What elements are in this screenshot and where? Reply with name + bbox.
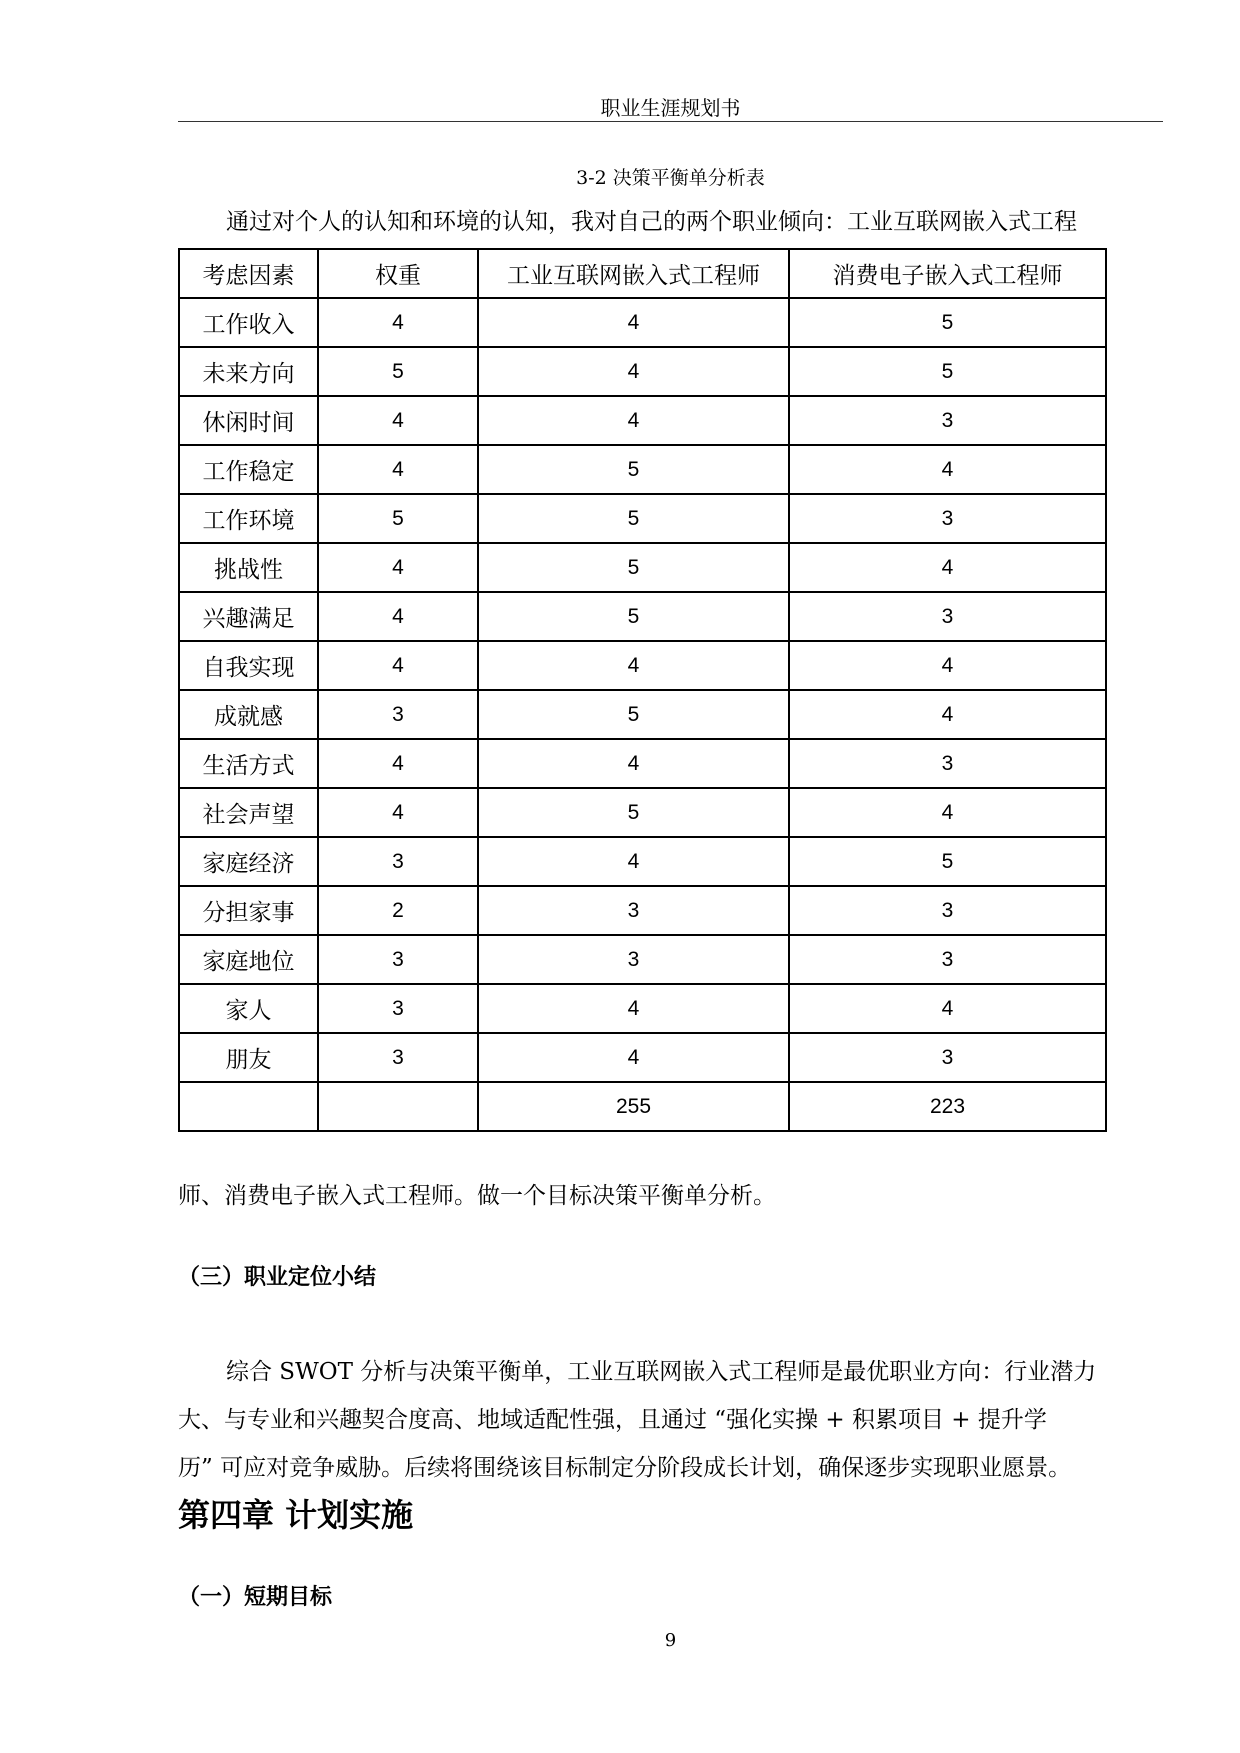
- table-cell: 3: [318, 1033, 478, 1082]
- table-cell: 4: [478, 984, 789, 1033]
- table-row: [179, 788, 1106, 837]
- table-row: [179, 739, 1106, 788]
- table-cell: 5: [789, 837, 1106, 886]
- table-cell: 2: [318, 886, 478, 935]
- table-cell: 5: [478, 445, 789, 494]
- decision-balance-table: [178, 248, 1107, 1132]
- table-row: [179, 347, 1106, 396]
- table-cell: 生活方式: [179, 739, 318, 788]
- chapter-heading: 第四章 计划实施: [178, 1496, 414, 1534]
- intro-line-1: 通过对个人的认知和环境的认知，我对自己的两个职业倾向：工业互联网嵌入式工程: [226, 209, 1077, 235]
- table-cell: 4: [789, 690, 1106, 739]
- table-row: [179, 1082, 1106, 1131]
- table-cell: 3: [478, 935, 789, 984]
- table-cell: 5: [478, 788, 789, 837]
- table-row: [179, 494, 1106, 543]
- table-cell: 休闲时间: [179, 396, 318, 445]
- table-cell: 4: [318, 396, 478, 445]
- table-cell: [179, 1082, 318, 1131]
- table-cell: 工作稳定: [179, 445, 318, 494]
- table-row: [179, 837, 1106, 886]
- table-cell: 3: [789, 886, 1106, 935]
- table-cell: 工作收入: [179, 298, 318, 347]
- table-cell: 4: [318, 788, 478, 837]
- table-cell: 3: [318, 690, 478, 739]
- table-cell: 兴趣满足: [179, 592, 318, 641]
- table-cell: 挑战性: [179, 543, 318, 592]
- table-cell: 社会声望: [179, 788, 318, 837]
- table-cell: 4: [478, 396, 789, 445]
- section-heading-career-summary: （三）职业定位小结: [178, 1265, 377, 1290]
- table-cell: 4: [318, 543, 478, 592]
- table-cell: 3: [789, 396, 1106, 445]
- table-row: [179, 935, 1106, 984]
- table-cell: 4: [789, 788, 1106, 837]
- table-cell: 4: [478, 298, 789, 347]
- table-cell: 4: [318, 592, 478, 641]
- table-cell: 255: [478, 1082, 789, 1131]
- table-cell: 3: [318, 935, 478, 984]
- table-row: [179, 298, 1106, 347]
- column-header: 考虑因素: [179, 249, 318, 298]
- table-cell: 未来方向: [179, 347, 318, 396]
- table-cell: 5: [478, 494, 789, 543]
- table-row: [179, 984, 1106, 1033]
- table-cell: 4: [478, 641, 789, 690]
- summary-line: 历” 可应对竞争威胁。后续将围绕该目标制定分阶段成长计划，确保逐步实现职业愿景。: [178, 1455, 1072, 1481]
- table-cell: 成就感: [179, 690, 318, 739]
- header-divider: [178, 121, 1163, 122]
- summary-line: 大、与专业和兴趣契合度高、地域适配性强，且通过 “强化实操 + 积累项目 + 提升学: [178, 1407, 1047, 1433]
- table-cell: 3: [789, 494, 1106, 543]
- table-cell: 3: [478, 886, 789, 935]
- section-heading-short-term: （一）短期目标: [178, 1585, 333, 1610]
- table-cell: 4: [478, 1033, 789, 1082]
- table-cell: 自我实现: [179, 641, 318, 690]
- table-header-row: [179, 249, 1106, 298]
- table-cell: 分担家事: [179, 886, 318, 935]
- table-cell: 5: [318, 347, 478, 396]
- table-cell: 4: [789, 543, 1106, 592]
- table-cell: 4: [789, 984, 1106, 1033]
- table-cell: 3: [318, 837, 478, 886]
- table-cell: 4: [318, 739, 478, 788]
- table-cell: 4: [789, 445, 1106, 494]
- table-cell: 家人: [179, 984, 318, 1033]
- table-cell: 朋友: [179, 1033, 318, 1082]
- column-header: 权重: [318, 249, 478, 298]
- table-cell: 4: [318, 641, 478, 690]
- table-cell: 4: [318, 445, 478, 494]
- table-row: [179, 396, 1106, 445]
- table-cell: 4: [478, 739, 789, 788]
- table-cell: 223: [789, 1082, 1106, 1131]
- running-header: 职业生涯规划书: [600, 96, 741, 120]
- table-cell: 5: [789, 347, 1106, 396]
- table-cell: 3: [789, 739, 1106, 788]
- table-cell: 5: [318, 494, 478, 543]
- table-row: [179, 445, 1106, 494]
- table-cell: 5: [478, 592, 789, 641]
- table-cell: 3: [789, 592, 1106, 641]
- table-cell: 4: [789, 641, 1106, 690]
- table-cell: 家庭地位: [179, 935, 318, 984]
- table-row: [179, 1033, 1106, 1082]
- table-cell: 3: [789, 1033, 1106, 1082]
- intro-line-2: 师、消费电子嵌入式工程师。做一个目标决策平衡单分析。: [178, 1183, 776, 1209]
- column-header: 工业互联网嵌入式工程师: [478, 249, 789, 298]
- table-row: [179, 592, 1106, 641]
- table-cell: 5: [789, 298, 1106, 347]
- page-number: 9: [664, 1630, 677, 1651]
- column-header: 消费电子嵌入式工程师: [789, 249, 1106, 298]
- table-cell: 4: [478, 347, 789, 396]
- table-cell: 5: [478, 690, 789, 739]
- table-row: [179, 690, 1106, 739]
- table-cell: 家庭经济: [179, 837, 318, 886]
- table-row: [179, 641, 1106, 690]
- table-cell: [318, 1082, 478, 1131]
- table-cell: 4: [318, 298, 478, 347]
- table-cell: 3: [789, 935, 1106, 984]
- table-cell: 工作环境: [179, 494, 318, 543]
- table-cell: 3: [318, 984, 478, 1033]
- table-row: [179, 543, 1106, 592]
- table-cell: 4: [478, 837, 789, 886]
- summary-line: 综合 SWOT 分析与决策平衡单，工业互联网嵌入式工程师是最优职业方向：行业潜力: [226, 1359, 1097, 1385]
- table-caption: 3-2 决策平衡单分析表: [576, 167, 765, 189]
- table-cell: 5: [478, 543, 789, 592]
- table-row: [179, 886, 1106, 935]
